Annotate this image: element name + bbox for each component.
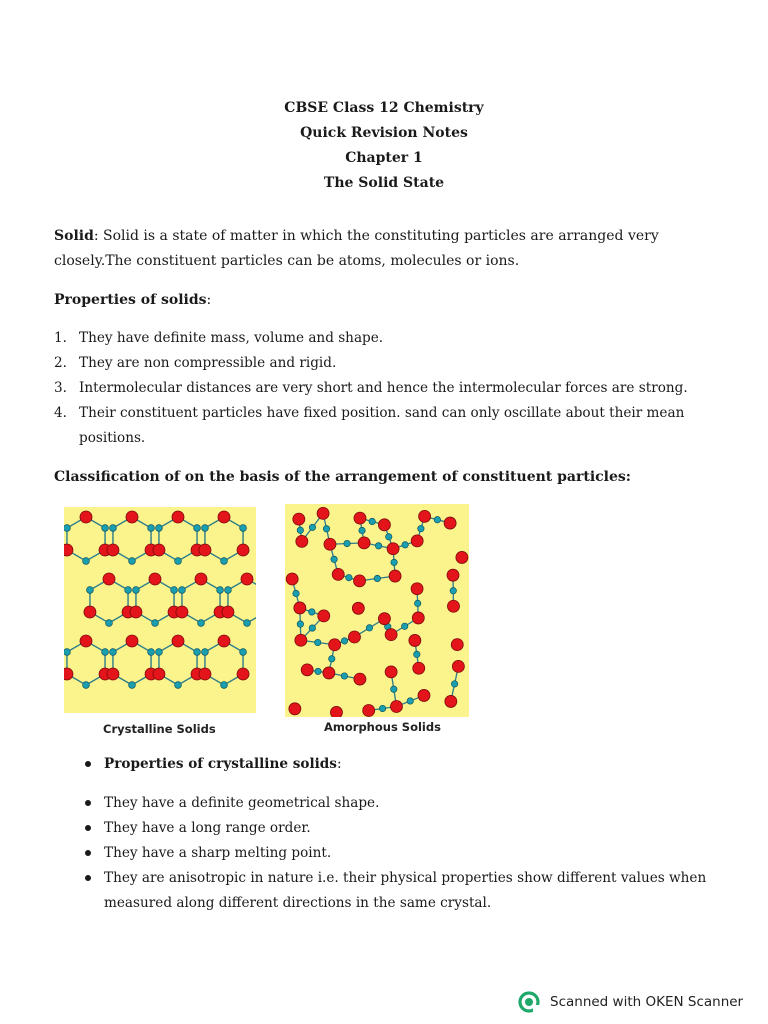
list-item-number: 1. <box>54 330 67 346</box>
list-item-text: They have definite mass, volume and shape. <box>79 330 384 346</box>
amorphous-solids-figure <box>285 504 469 717</box>
teal-atom <box>83 558 90 565</box>
red-atom <box>237 668 249 680</box>
title-topic: The Solid State <box>323 175 445 191</box>
red-atom <box>172 635 184 647</box>
teal-atom <box>133 587 140 594</box>
lattice-bond <box>182 579 220 623</box>
properties-heading-suffix: : <box>206 292 212 308</box>
list-item-number: 2. <box>54 355 67 371</box>
red-atom <box>295 634 307 646</box>
teal-atom <box>102 525 109 532</box>
teal-atom <box>391 559 397 565</box>
teal-atom <box>129 682 136 689</box>
teal-atom <box>179 587 186 594</box>
solid-definition-text: : Solid is a state of matter in which the constituting particles are arranged very closely.The constituent particles can be atoms, molecules or ions. <box>54 228 659 269</box>
red-atom <box>348 631 360 643</box>
teal-atom <box>83 682 90 689</box>
list-item-text: They have a definite geometrical shape. <box>104 795 380 811</box>
red-atom <box>411 583 423 595</box>
red-atom <box>387 543 399 555</box>
teal-atom <box>202 525 209 532</box>
red-atom <box>332 568 344 580</box>
list-item <box>54 401 719 451</box>
list-item-text: They are non compressible and rigid. <box>79 355 337 371</box>
teal-atom <box>369 518 375 524</box>
red-atom <box>363 704 375 716</box>
red-atom <box>456 551 468 563</box>
teal-atom <box>309 625 315 631</box>
red-atom <box>354 673 366 685</box>
bullet-icon <box>85 761 91 767</box>
teal-atom <box>315 639 321 645</box>
red-atom <box>80 511 92 523</box>
red-atom <box>126 635 138 647</box>
red-atom <box>378 519 390 531</box>
teal-atom <box>315 668 321 674</box>
bullet-icon <box>85 800 91 806</box>
red-atom <box>444 517 456 529</box>
red-atom <box>172 511 184 523</box>
red-atom <box>323 667 335 679</box>
oken-scanner-logo-icon <box>518 991 540 1013</box>
teal-atom <box>297 621 303 627</box>
list-item-text: They are anisotropic in nature i.e. their physical properties show different values when measured along different directions in the same crystal. <box>104 870 707 911</box>
list-item <box>54 351 719 376</box>
lattice-bond <box>159 641 197 685</box>
teal-atom <box>309 524 315 530</box>
amorphous-caption: Amorphous Solids <box>324 720 441 734</box>
teal-atom <box>366 625 372 631</box>
red-atom <box>107 668 119 680</box>
teal-atom <box>451 681 457 687</box>
red-atom <box>126 511 138 523</box>
list-item <box>80 791 720 816</box>
teal-atom <box>309 609 315 615</box>
teal-atom <box>64 649 70 656</box>
lattice-bond <box>113 641 151 685</box>
teal-atom <box>175 682 182 689</box>
list-item-text: They have a long range order. <box>104 820 311 836</box>
teal-atom <box>221 558 228 565</box>
red-atom <box>452 660 464 672</box>
red-atom <box>218 635 230 647</box>
teal-atom <box>331 556 337 562</box>
teal-atom <box>386 534 392 540</box>
teal-atom <box>148 525 155 532</box>
classification-heading: Classification of on the basis of the arrangement of constituent particles: <box>54 469 631 485</box>
red-atom <box>354 512 366 524</box>
red-atom <box>107 544 119 556</box>
list-item <box>80 752 720 777</box>
red-atom <box>301 664 313 676</box>
lattice-bond <box>90 579 128 623</box>
red-atom <box>293 513 305 525</box>
teal-atom <box>240 525 247 532</box>
teal-atom <box>148 649 155 656</box>
teal-atom <box>110 525 117 532</box>
red-atom <box>289 703 301 715</box>
teal-atom <box>244 620 251 627</box>
red-atom <box>103 573 115 585</box>
red-atom <box>389 570 401 582</box>
red-atom <box>222 606 234 618</box>
crystalline-heading-bullet <box>80 752 720 777</box>
list-item <box>54 376 719 401</box>
teal-atom <box>217 587 224 594</box>
teal-atom <box>341 673 347 679</box>
red-atom <box>378 613 390 625</box>
teal-atom <box>106 620 113 627</box>
red-atom <box>413 662 425 674</box>
red-atom <box>324 538 336 550</box>
properties-heading-label: Properties of solids <box>54 292 207 308</box>
red-atom <box>447 600 459 612</box>
teal-atom <box>156 649 163 656</box>
crystalline-heading-suffix: : <box>336 756 342 772</box>
red-atom <box>390 701 402 713</box>
red-atom <box>84 606 96 618</box>
list-item-number: 3. <box>54 380 67 396</box>
list-item <box>54 326 719 351</box>
teal-atom <box>102 649 109 656</box>
solid-definition <box>54 224 714 274</box>
teal-atom <box>374 575 380 581</box>
red-atom <box>419 510 431 522</box>
teal-atom <box>329 656 335 662</box>
red-atom <box>318 610 330 622</box>
red-atom <box>409 634 421 646</box>
red-atom <box>411 535 423 547</box>
teal-atom <box>414 600 420 606</box>
red-atom <box>218 511 230 523</box>
teal-atom <box>225 587 232 594</box>
red-atom <box>199 668 211 680</box>
teal-atom <box>240 649 247 656</box>
red-atom <box>195 573 207 585</box>
teal-atom <box>110 649 117 656</box>
red-atom <box>451 639 463 651</box>
teal-atom <box>407 698 413 704</box>
teal-atom <box>414 651 420 657</box>
red-atom <box>241 573 253 585</box>
red-atom <box>330 706 342 717</box>
red-atom <box>237 544 249 556</box>
teal-atom <box>125 587 132 594</box>
red-atom <box>317 507 329 519</box>
red-atom <box>80 635 92 647</box>
red-atom <box>176 606 188 618</box>
red-atom <box>149 573 161 585</box>
lattice-bond <box>136 579 174 623</box>
red-atom <box>296 535 308 547</box>
red-atom <box>352 602 364 614</box>
teal-atom <box>202 649 209 656</box>
teal-atom <box>359 527 365 533</box>
lattice-bond <box>67 641 105 685</box>
teal-atom <box>221 682 228 689</box>
teal-atom <box>198 620 205 627</box>
lattice-bond <box>113 517 151 561</box>
red-atom <box>385 666 397 678</box>
list-item-number: 4. <box>54 405 67 421</box>
red-atom <box>153 544 165 556</box>
red-atom <box>385 629 397 641</box>
teal-atom <box>297 527 303 533</box>
teal-atom <box>450 588 456 594</box>
lattice-bond <box>67 517 105 561</box>
red-atom <box>199 544 211 556</box>
teal-atom <box>175 558 182 565</box>
title-notes: Quick Revision Notes <box>300 125 468 141</box>
lattice-bond <box>205 517 243 561</box>
title-chapter: Chapter 1 <box>345 150 423 166</box>
list-item-text: Their constituent particles have fixed position. sand can only oscillate about their mean positions. <box>79 405 685 446</box>
teal-atom <box>391 686 397 692</box>
teal-atom <box>129 558 136 565</box>
solid-term: Solid <box>54 228 94 244</box>
red-atom <box>130 606 142 618</box>
crystalline-solids-figure <box>64 507 256 713</box>
teal-atom <box>344 540 350 546</box>
teal-atom <box>402 542 408 548</box>
bullet-icon <box>85 850 91 856</box>
teal-atom <box>375 543 381 549</box>
properties-list <box>54 326 719 451</box>
scanner-watermark <box>518 991 743 1013</box>
red-atom <box>445 695 457 707</box>
bullet-icon <box>85 825 91 831</box>
crystalline-caption: Crystalline Solids <box>103 722 216 736</box>
teal-atom <box>341 638 347 644</box>
teal-atom <box>418 525 424 531</box>
teal-atom <box>434 517 440 523</box>
bullet-icon <box>85 875 91 881</box>
list-item <box>80 816 720 841</box>
red-atom <box>447 569 459 581</box>
red-atom <box>153 668 165 680</box>
teal-atom <box>293 590 299 596</box>
teal-atom <box>152 620 159 627</box>
red-atom <box>294 602 306 614</box>
teal-atom <box>171 587 178 594</box>
list-item-text: They have a sharp melting point. <box>104 845 332 861</box>
title-subject: CBSE Class 12 Chemistry <box>284 100 484 116</box>
teal-atom <box>194 525 201 532</box>
teal-atom <box>323 526 329 532</box>
teal-atom <box>379 705 385 711</box>
properties-heading <box>54 288 714 313</box>
red-atom <box>358 537 370 549</box>
teal-atom <box>64 525 70 532</box>
teal-atom <box>156 525 163 532</box>
red-atom <box>329 639 341 651</box>
lattice-bond <box>205 641 243 685</box>
red-atom <box>412 612 424 624</box>
red-atom <box>418 689 430 701</box>
teal-atom <box>194 649 201 656</box>
crystalline-lattice-diagram <box>64 507 256 713</box>
red-atom <box>354 575 366 587</box>
scanner-text: Scanned with OKEN Scanner <box>550 994 744 1010</box>
teal-atom <box>346 574 352 580</box>
list-item <box>80 866 720 916</box>
document-title-block <box>0 96 768 196</box>
amorphous-network-diagram <box>285 504 469 717</box>
red-atom <box>286 573 298 585</box>
teal-atom <box>402 623 408 629</box>
red-atom <box>64 668 73 680</box>
crystalline-heading-label: Properties of crystalline solids <box>104 756 337 772</box>
teal-atom <box>87 587 94 594</box>
lattice-bond <box>159 517 197 561</box>
list-item <box>80 841 720 866</box>
list-item-text: Intermolecular distances are very short and hence the intermolecular forces are strong. <box>79 380 688 396</box>
red-atom <box>64 544 73 556</box>
crystalline-properties-list <box>80 791 720 916</box>
